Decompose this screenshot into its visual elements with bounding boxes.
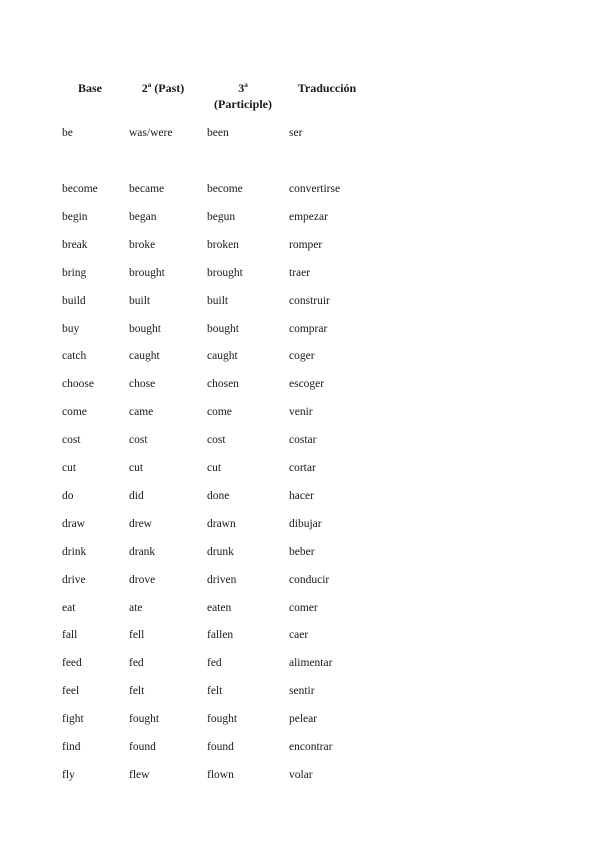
header-base-label: Base <box>78 81 102 95</box>
cell-participle: begun <box>207 210 236 223</box>
cell-past: ate <box>129 601 143 614</box>
cell-participle: driven <box>207 573 237 586</box>
cell-participle: bought <box>207 322 239 335</box>
cell-translation: comer <box>289 601 318 614</box>
cell-base: become <box>62 183 98 195</box>
cell-past: was/were <box>129 127 173 139</box>
cell-past: drew <box>129 517 152 530</box>
cell-participle: drawn <box>207 517 236 530</box>
cell-past: chose <box>129 378 156 391</box>
cell-base: begin <box>62 210 88 223</box>
cell-participle: cost <box>207 434 226 447</box>
cell-past: drove <box>129 573 156 586</box>
cell-participle: broken <box>207 238 239 251</box>
cell-translation: alimentar <box>289 657 333 670</box>
cell-participle: been <box>207 127 229 139</box>
cell-translation: hacer <box>289 489 314 502</box>
cell-base: build <box>62 294 86 307</box>
cell-translation: beber <box>289 545 315 558</box>
cell-base: buy <box>62 322 80 335</box>
cell-translation: venir <box>289 406 313 419</box>
cell-translation: encontrar <box>289 741 333 753</box>
cell-translation: sentir <box>289 685 315 698</box>
cell-past: built <box>129 294 151 307</box>
cell-base: break <box>62 238 88 251</box>
cell-base: catch <box>62 350 87 363</box>
cell-translation: comprar <box>289 322 328 335</box>
header-translation-label: Traducción <box>297 81 357 95</box>
cell-past: found <box>129 741 156 753</box>
cell-past: broke <box>129 238 156 251</box>
cell-participle: felt <box>207 685 223 698</box>
cell-base: draw <box>62 517 85 530</box>
cell-base: be <box>62 127 73 139</box>
cell-participle: drunk <box>207 545 234 558</box>
cell-translation: escoger <box>289 378 325 391</box>
cell-participle: found <box>207 741 234 753</box>
cell-past: came <box>129 406 154 419</box>
cell-base: fall <box>62 629 78 642</box>
cell-participle: fallen <box>207 629 234 642</box>
cell-base: do <box>62 489 74 502</box>
header-past <box>130 80 196 96</box>
cell-participle: fought <box>207 713 238 726</box>
cell-past: brought <box>129 266 165 279</box>
cell-base: drink <box>62 545 87 558</box>
cell-past: fed <box>129 657 144 670</box>
cell-translation: volar <box>289 768 313 781</box>
cell-translation: cortar <box>289 462 316 474</box>
cell-base: drive <box>62 573 86 586</box>
cell-past: became <box>129 183 165 195</box>
cell-past: cut <box>129 462 144 474</box>
cell-base: bring <box>62 266 87 279</box>
header-participle-line2: (Participle) <box>214 97 272 111</box>
cell-base: feel <box>62 685 80 698</box>
cell-base: come <box>62 406 87 419</box>
cell-translation: convertirse <box>289 183 341 195</box>
cell-past: fought <box>129 713 160 726</box>
cell-base: find <box>62 741 81 753</box>
cell-base: choose <box>62 378 94 391</box>
header-participle <box>200 80 286 112</box>
cell-translation: traer <box>289 266 311 279</box>
cell-translation: ser <box>289 127 303 139</box>
cell-past: fell <box>129 629 145 642</box>
cell-participle: fed <box>207 657 222 670</box>
cell-participle: eaten <box>207 601 232 614</box>
cell-past: flew <box>129 768 150 781</box>
cell-past: bought <box>129 322 161 335</box>
cell-base: cost <box>62 434 81 447</box>
header-base <box>62 80 118 96</box>
cell-past: did <box>129 489 144 502</box>
cell-past: cost <box>129 434 148 447</box>
cell-base: fight <box>62 713 84 726</box>
cell-past: caught <box>129 350 160 363</box>
cell-translation: pelear <box>289 713 318 726</box>
header-translation <box>288 80 366 96</box>
cell-past: felt <box>129 685 145 698</box>
header-participle-line1: 3ª <box>238 81 248 95</box>
cell-participle: caught <box>207 350 238 363</box>
cell-translation: conducir <box>289 573 330 586</box>
cell-translation: caer <box>289 629 309 642</box>
cell-translation: romper <box>289 238 323 251</box>
cell-base: feed <box>62 657 82 670</box>
cell-translation: empezar <box>289 210 328 223</box>
cell-participle: become <box>207 183 243 195</box>
cell-past: began <box>129 210 157 223</box>
cell-participle: flown <box>207 768 234 781</box>
cell-base: cut <box>62 462 77 474</box>
cell-translation: costar <box>289 434 317 447</box>
cell-base: fly <box>62 768 75 781</box>
cell-base: eat <box>62 601 76 614</box>
cell-participle: brought <box>207 266 243 279</box>
cell-participle: cut <box>207 462 222 474</box>
cell-participle: come <box>207 406 232 419</box>
header-past-label: 2ª (Past) <box>141 81 185 95</box>
cell-translation: dibujar <box>289 517 322 530</box>
cell-participle: built <box>207 294 229 307</box>
cell-past: drank <box>129 545 156 558</box>
cell-participle: chosen <box>207 378 239 391</box>
cell-translation: construir <box>289 294 330 307</box>
cell-participle: done <box>207 489 230 502</box>
cell-translation: coger <box>289 350 315 363</box>
